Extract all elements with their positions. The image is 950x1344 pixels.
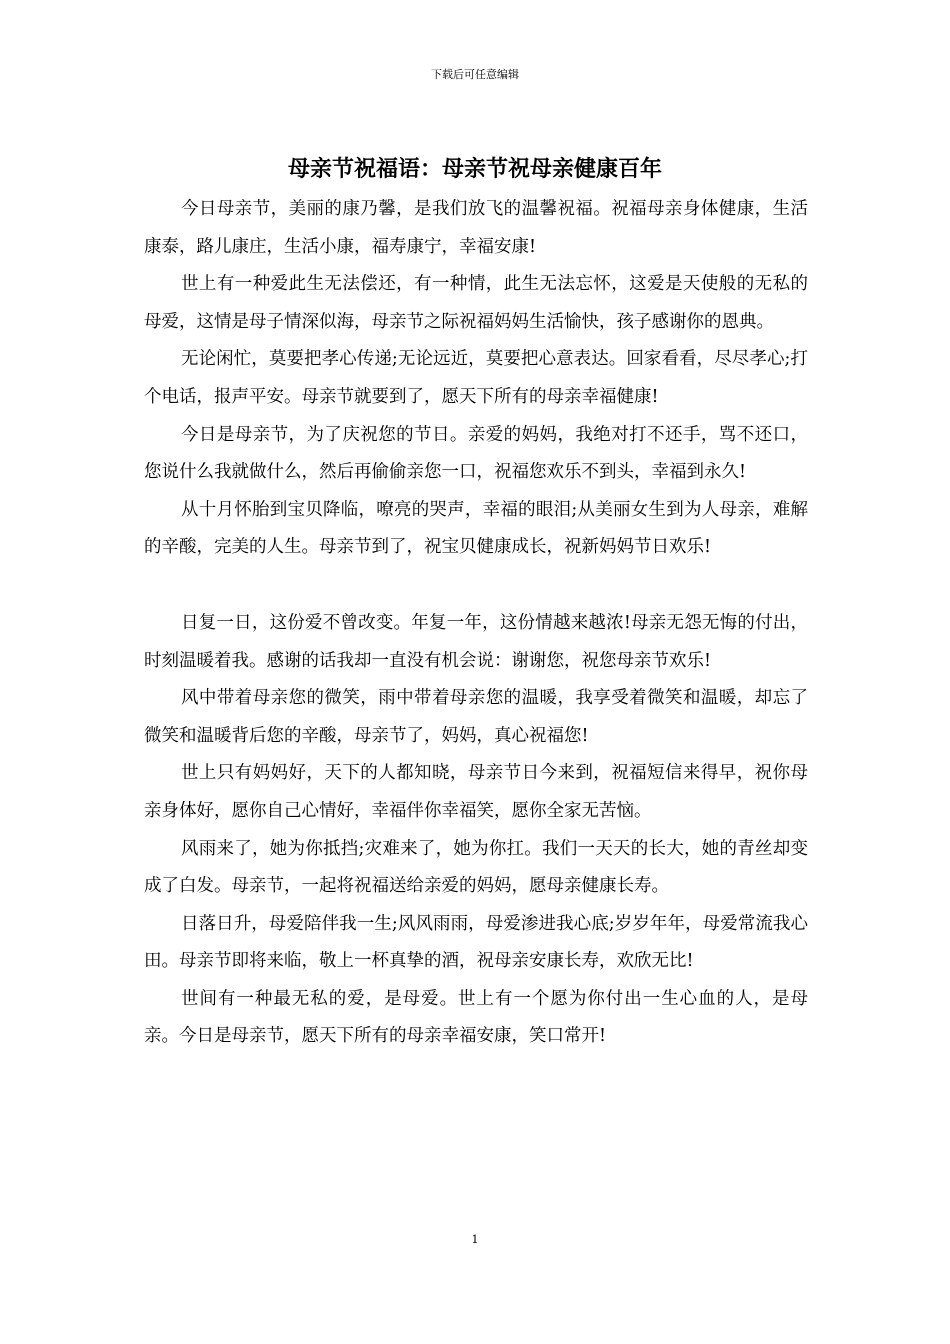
page-number: 1 (471, 1233, 479, 1246)
paragraph-1: 今日母亲节，美丽的康乃馨，是我们放飞的温馨祝福。祝福母亲身体健康，生活康泰，路儿康庄，生活小康，福寿康宁，幸福安康! (144, 199, 808, 257)
paragraph-4: 今日是母亲节，为了庆祝您的节日。亲爱的妈妈，我绝对打不还手，骂不还口，您说什么我就做什么，然后再偷偷亲您一口，祝福您欢乐不到头，幸福到永久! (144, 424, 808, 483)
paragraph-7: 风中带着母亲您的微笑，雨中带着母亲您的温暖，我享受着微笑和温暖，却忘了微笑和温暖背后您的辛酸，母亲节了，妈妈，真心祝福您! (144, 688, 808, 746)
paragraph-10: 日落日升，母爱陪伴我一生;风风雨雨，母爱渗进我心底;岁岁年年，母爱常流我心田。母亲节即将来临，敬上一杯真挚的酒，祝母亲安康长寿，欢欣无比! (144, 913, 808, 972)
document-body (144, 191, 808, 1056)
paragraph-8: 世上只有妈妈好，天下的人都知晓，母亲节日今来到，祝福短信来得早，祝你母亲身体好，愿你自己心情好，幸福伴你幸福笑，愿你全家无苦恼。 (144, 763, 808, 821)
paragraph-11: 世间有一种最无私的爱，是母爱。世上有一个愿为你付出一生心血的人，是母亲。今日是母亲节，愿天下所有的母亲幸福安康，笑口常开! (144, 988, 808, 1047)
paragraph-3: 无论闲忙，莫要把孝心传递;无论远近，莫要把心意表达。回家看看，尽尽孝心;打个电话，报声平安。母亲节就要到了，愿天下所有的母亲幸福健康! (144, 349, 808, 407)
paragraph-5: 从十月怀胎到宝贝降临，嘹亮的哭声，幸福的眼泪;从美丽女生到为人母亲，难解的辛酸，完美的人生。母亲节到了，祝宝贝健康成长，祝新妈妈节日欢乐! (144, 499, 808, 558)
document-title: 母亲节祝福语：母亲节祝母亲健康百年 (287, 156, 662, 182)
paragraph-9: 风雨来了，她为你抵挡;灾难来了，她为你扛。我们一天天的长大，她的青丝却变成了白发。母亲节，一起将祝福送给亲爱的妈妈，愿母亲健康长寿。 (144, 838, 808, 897)
paragraph-2: 世上有一种爱此生无法偿还，有一种情，此生无法忘怀，这爱是天使般的无私的母爱，这情是母子情深似海，母亲节之际祝福妈妈生活愉快，孩子感谢你的恩典。 (144, 274, 808, 332)
paragraph-6: 日复一日，这份爱不曾改变。年复一年，这份情越来越浓!母亲无怨无悔的付出，时刻温暖着我。感谢的话我却一直没有机会说：谢谢您，祝您母亲节欢乐! (144, 612, 808, 671)
page-header: 下载后可任意编辑 (431, 68, 519, 81)
